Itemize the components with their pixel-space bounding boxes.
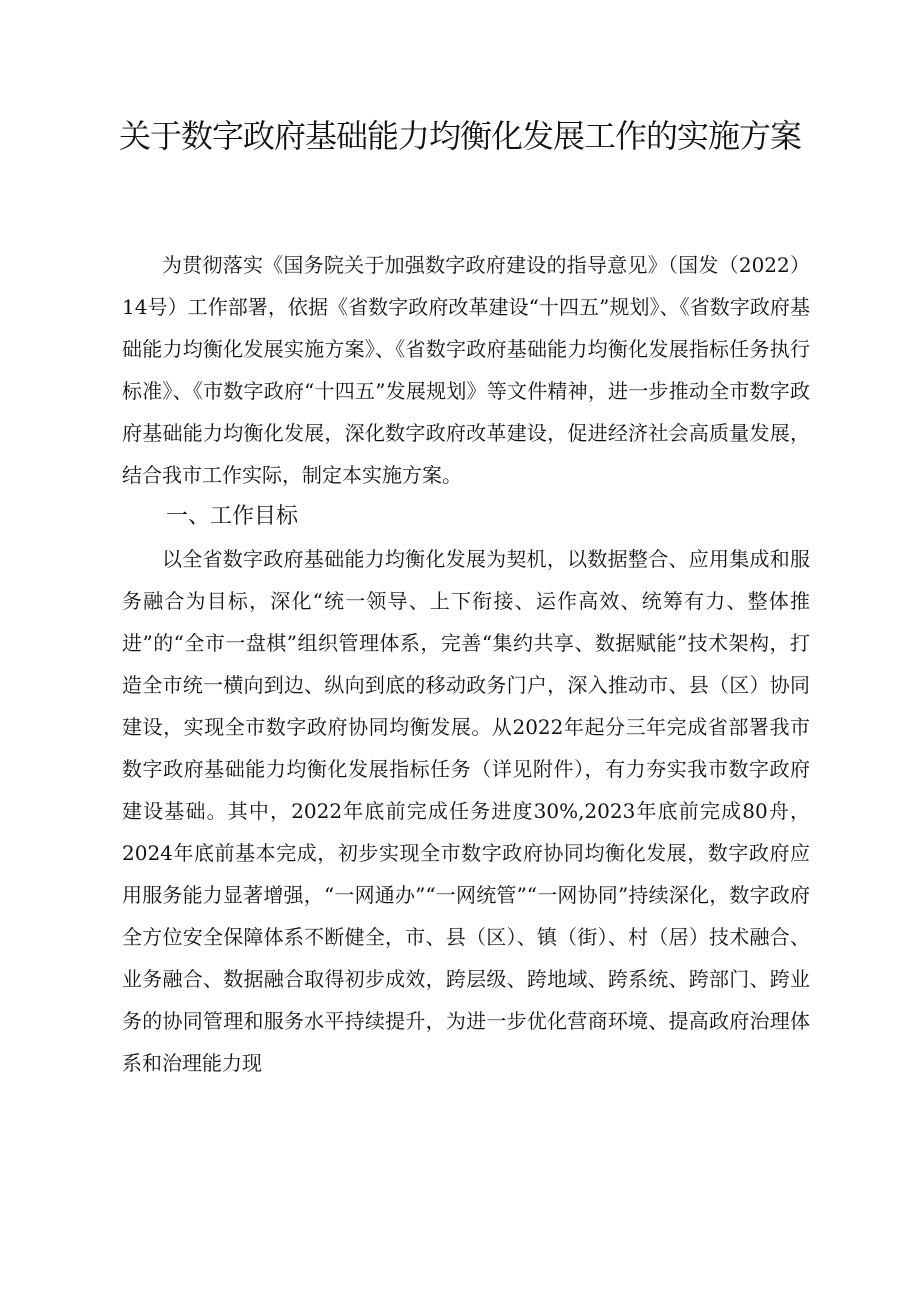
- work-goals-paragraph: 以全省数字政府基础能力均衡化发展为契机，以数据整合、应用集成和服务融合为目标，深化“统一领导、上下衔接、运作高效、统筹有力、整体推进”的“全市一盘棋”组织管理体系，完善“集约共享、数据赋能”技术架构，打造全市统一横向到边、纵向到底的移动政务门户，深入推动市、县（区）协同建设，实现全市数字政府协同均衡发展。从2022年起分三年完成省部署我市数字政府基础能力均衡化发展指标任务（详见附件），有力夯实我市数字政府建设基础。其中，2022年底前完成任务进度30%,2023年底前完成80舟，2024年底前基本完成，初步实现全市数字政府协同均衡化发展，数字政府应用服务能力显著增强，“一网通办”“一网统管”“一网协同”持续深化，数字政府全方位安全保障体系不断健全，市、县（区）、镇（街）、村（居）技术融合、业务融合、数据融合取得初步成效，跨层级、跨地域、跨系统、跨部门、跨业务的协同管理和服务水平持续提升，为进一步优化营商环境、提高政府治理体系和治理能力现: [122, 547, 810, 1075]
- document-body: [122, 244, 810, 1084]
- section-heading-work-goals: 一、工作目标: [166, 504, 299, 529]
- intro-paragraph: 为贯彻落实《国务院关于加强数字政府建设的指导意见》（国发（2022）14号）工作部署，依据《省数字政府改革建设“十四五”规划》、《省数字政府基础能力均衡化发展实施方案》、《省数字政府基础能力均衡化发展指标任务执行标准》、《市数字政府“十四五”发展规划》等文件精神，进一步推动全市数字政府基础能力均衡化发展，深化数字政府改革建设，促进经济社会高质量发展，结合我市工作实际，制定本实施方案。: [122, 253, 810, 487]
- document-title: 关于数字政府基础能力均衡化发展工作的实施方案: [118, 117, 801, 155]
